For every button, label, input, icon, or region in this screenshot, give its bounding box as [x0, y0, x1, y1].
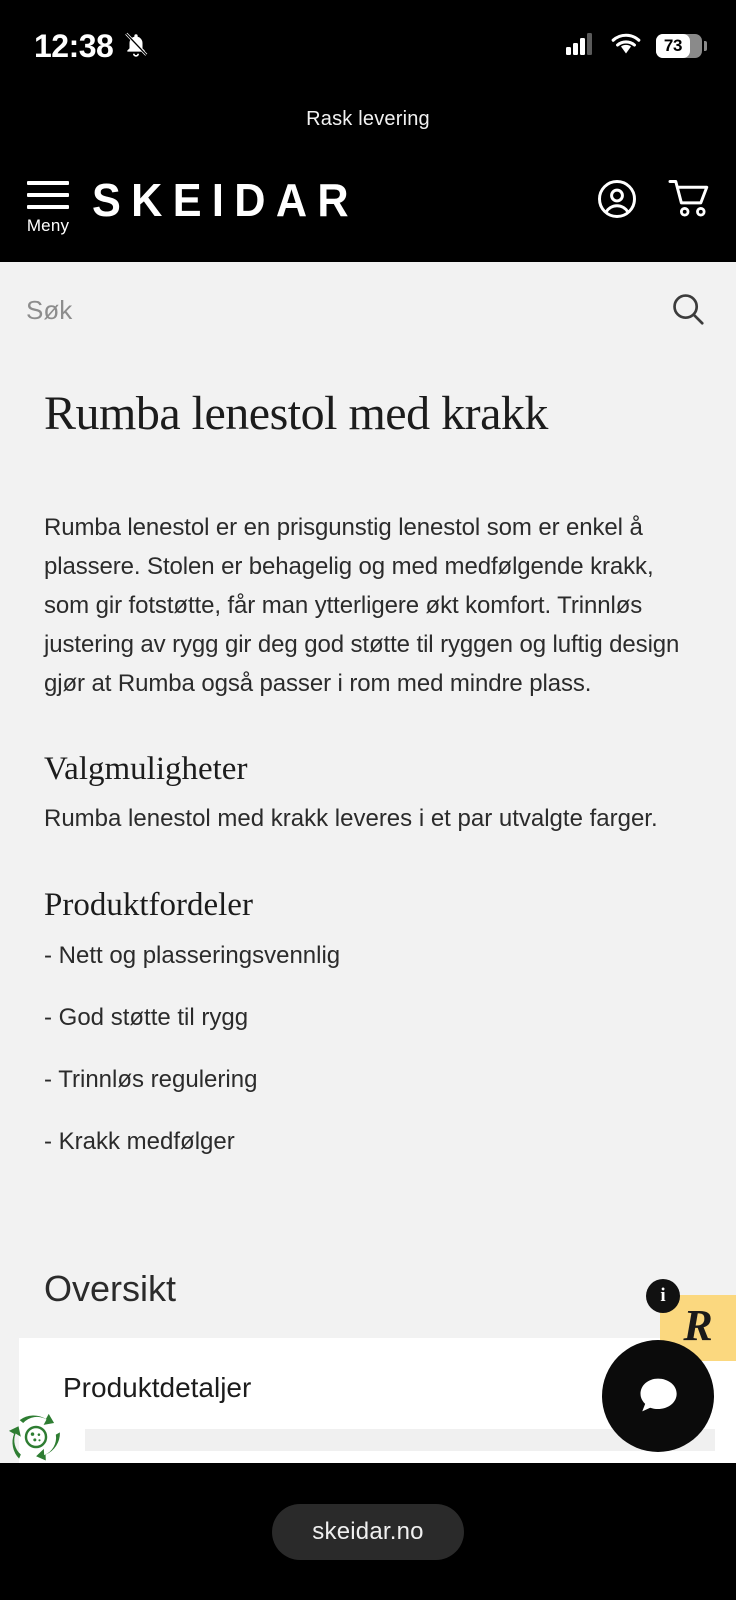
info-badge-icon[interactable] — [646, 1279, 680, 1313]
product-description: Rumba lenestol er en prisgunstig lenestol som er enkel å plassere. Stolen er behagelig og med medfølgende krakk, som gir fotstøtte, får man ytterligere økt komfort. Trinnløs justering av rygg gir deg god støtte til ryggen og luftig design gjør at Rumba også passer i rom med mindre plass. — [44, 514, 680, 697]
options-heading: Valgmuligheter — [44, 751, 248, 788]
account-circle-icon[interactable] — [596, 178, 638, 225]
benefits-heading: Produktfordeler — [44, 887, 253, 924]
browser-bottom-bar — [0, 1463, 736, 1600]
accordion-item-produktdetaljer[interactable]: Produktdetaljer — [63, 1372, 252, 1403]
battery-fill — [656, 34, 690, 58]
chat-bubble-icon — [630, 1367, 686, 1426]
recycling-icon[interactable] — [8, 1409, 64, 1465]
list-item: - Nett og plasseringsvennlig — [44, 942, 341, 970]
skeidar-logo[interactable]: SKEIDAR — [92, 174, 359, 226]
benefits-list — [44, 938, 692, 1160]
battery-percent-label: 73 — [663, 36, 683, 55]
promo-banner — [0, 92, 736, 146]
info-badge-label: i — [660, 1285, 666, 1306]
bell-slash-icon — [123, 30, 149, 63]
list-item: - Trinnløs regulering — [44, 1066, 258, 1094]
url-pill[interactable]: skeidar.no — [272, 1504, 463, 1560]
overview-heading: Oversikt — [44, 1268, 177, 1310]
options-text: Rumba lenestol med krakk leveres i et par utvalgte farger. — [44, 805, 658, 833]
menu-button[interactable] — [22, 173, 74, 236]
search-input[interactable] — [26, 295, 666, 326]
shopping-cart-icon[interactable] — [668, 178, 714, 225]
search-submit-button[interactable] — [666, 288, 710, 332]
chat-fab-button[interactable] — [602, 1340, 714, 1452]
cellular-signal-icon — [566, 33, 596, 60]
battery-indicator — [656, 34, 702, 58]
header-actions — [596, 178, 714, 231]
promo-banner-text: Rask levering — [306, 107, 430, 130]
site-header — [0, 146, 736, 262]
page-title: Rumba lenestol med krakk — [44, 387, 548, 440]
hamburger-icon — [27, 181, 69, 209]
status-bar-clock: 12:38 — [34, 28, 114, 64]
product-content — [0, 358, 736, 1463]
list-item: - Krakk medfølger — [44, 1128, 235, 1156]
search-icon — [669, 290, 707, 331]
status-bar-left — [34, 30, 149, 63]
reviews-badge-letter: R — [683, 1301, 713, 1350]
status-bar-right — [566, 32, 702, 60]
wifi-icon — [610, 32, 642, 60]
status-bar — [0, 0, 736, 92]
list-item: - God støtte til rygg — [44, 1004, 249, 1032]
menu-button-label: Meny — [26, 215, 70, 235]
search-bar[interactable] — [0, 262, 736, 358]
